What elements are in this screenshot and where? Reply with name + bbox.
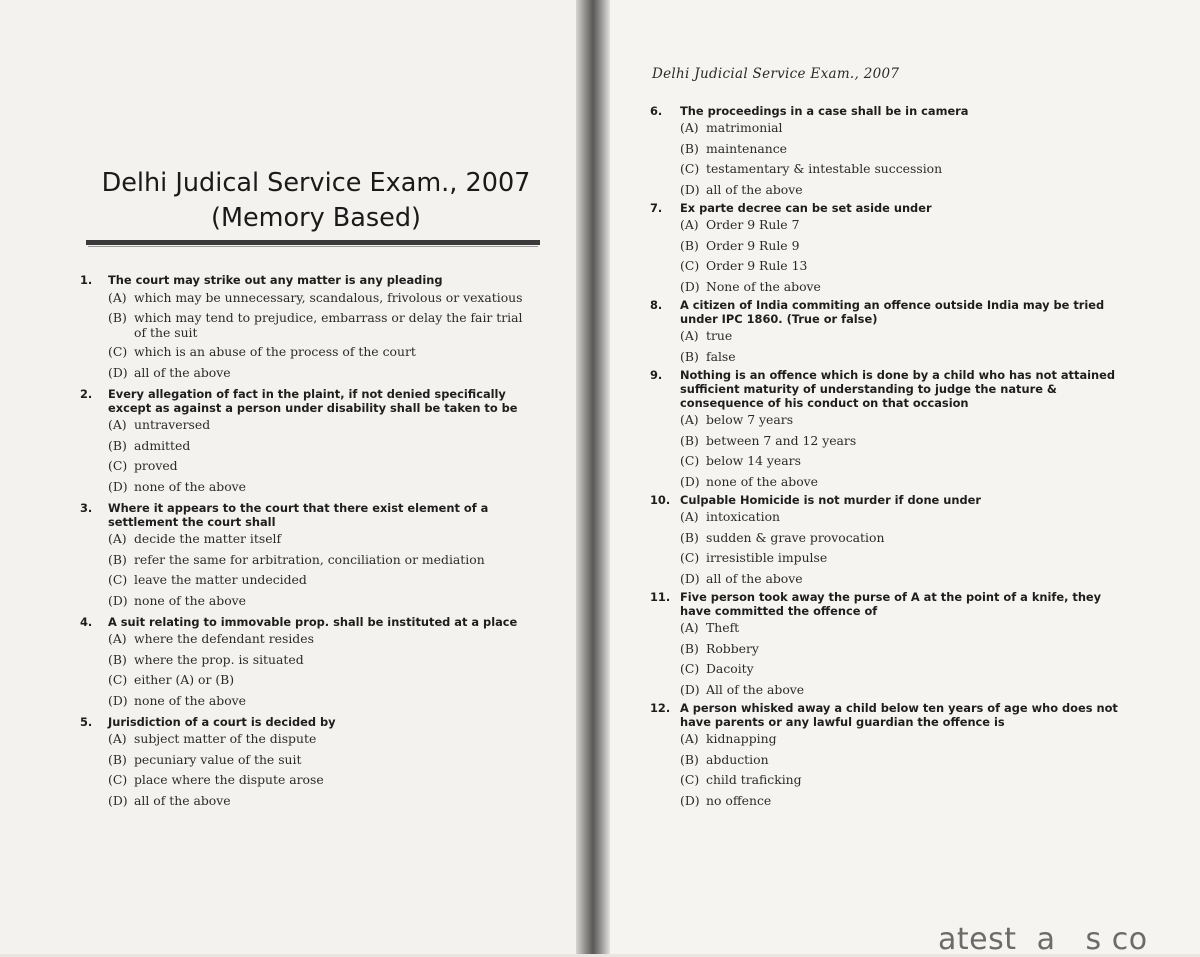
option-label: (D) (108, 364, 128, 380)
question-stem (80, 501, 540, 529)
option-label: (A) (108, 631, 127, 646)
answer-option (108, 436, 540, 457)
question-text: Jurisdiction of a court is decided by (108, 715, 336, 729)
option-label: (D) (680, 473, 700, 489)
option-label: (C) (680, 661, 700, 676)
question-number: 12. (650, 701, 671, 715)
question-stem (650, 493, 1130, 507)
question-number: 5. (80, 715, 93, 729)
question-text: The court may strike out any matter is any pleading (108, 273, 443, 287)
option-text: below 7 years (706, 412, 794, 427)
option-text: irresistible impulse (706, 550, 828, 565)
option-list (108, 529, 540, 611)
option-list (108, 415, 540, 497)
option-text: all of the above (134, 792, 231, 808)
answer-option (108, 770, 540, 791)
question-item (650, 368, 1130, 492)
option-text: maintenance (706, 140, 788, 156)
question-text: Five person took away the purse of A at the point of a knife, they have committed the offence of (680, 590, 1102, 618)
option-text: Order 9 Rule 13 (706, 258, 808, 273)
option-text: where the prop. is situated (134, 651, 304, 667)
answer-option (108, 415, 540, 436)
option-text: between 7 and 12 years (706, 432, 857, 448)
option-text: which may tend to prejudice, embarrass or delay the fair trial of the suit (134, 310, 523, 340)
option-text: none of the above (134, 478, 247, 494)
option-text: proved (134, 458, 178, 473)
option-text: all of the above (706, 181, 803, 197)
option-text: intoxication (706, 509, 781, 524)
option-text: all of the above (134, 364, 231, 380)
option-label: (C) (108, 458, 128, 473)
answer-option (108, 287, 540, 307)
option-text: refer the same for arbitration, conciliation or mediation (134, 551, 485, 567)
option-text: child traficking (706, 772, 802, 787)
question-text: The proceedings in a case shall be in camera (680, 104, 969, 118)
answer-option (680, 750, 1130, 771)
question-number: 10. (650, 493, 671, 507)
question-item (650, 104, 1130, 200)
option-text: sudden & grave provocation (706, 529, 885, 545)
answer-option (108, 691, 540, 712)
answer-option (680, 326, 1130, 347)
answer-option (680, 215, 1130, 236)
answer-option (680, 159, 1130, 180)
option-text: where the defendant resides (134, 631, 314, 646)
question-item (80, 501, 540, 611)
option-list (680, 326, 1130, 367)
option-label: (C) (680, 258, 700, 273)
option-label: (D) (108, 692, 128, 708)
question-number: 3. (80, 501, 93, 515)
answer-option (108, 591, 540, 612)
right-question-column (650, 104, 1130, 811)
option-label: (B) (108, 751, 127, 767)
question-number: 8. (650, 298, 663, 312)
option-text: false (706, 348, 736, 364)
option-label: (A) (108, 731, 127, 746)
title-line-2: (Memory Based) (211, 203, 421, 233)
question-item (650, 201, 1130, 297)
option-text: pecuniary value of the suit (134, 751, 302, 767)
option-label: (D) (108, 478, 128, 494)
question-item (650, 701, 1130, 811)
answer-option (108, 550, 540, 571)
question-item (80, 387, 540, 497)
question-text: A citizen of India commiting an offence outside India may be tried under IPC 1860. (True or false) (680, 298, 1105, 326)
question-stem (80, 273, 540, 287)
answer-option (680, 680, 1130, 701)
option-label: (C) (108, 772, 128, 787)
option-text: Dacoity (706, 661, 754, 676)
option-list (680, 729, 1130, 811)
answer-option (680, 569, 1130, 590)
option-list (680, 618, 1130, 700)
option-text: true (706, 328, 733, 343)
question-text: Culpable Homicide is not murder if done under (680, 493, 981, 507)
answer-option (108, 650, 540, 671)
question-text: Nothing is an offence which is done by a child who has not attained sufficient maturity of understanding to judge the nature & consequence of his conduct on that occasion (680, 368, 1116, 410)
answer-option (108, 750, 540, 771)
answer-option (680, 472, 1130, 493)
option-label: (A) (680, 509, 699, 524)
option-text: admitted (134, 437, 191, 453)
title-rule (86, 240, 540, 245)
option-label: (D) (680, 181, 700, 197)
option-label: (B) (680, 640, 699, 656)
option-label: (A) (680, 412, 699, 427)
question-text: A person whisked away a child below ten years of age who does not have parents or any lawful guardian the offence is (680, 701, 1118, 729)
option-list (680, 118, 1130, 200)
answer-option (108, 729, 540, 750)
question-number: 6. (650, 104, 663, 118)
answer-option (680, 431, 1130, 452)
option-label: (B) (680, 751, 699, 767)
answer-option (680, 729, 1130, 750)
option-text: place where the dispute arose (134, 772, 324, 787)
answer-option (680, 236, 1130, 257)
option-label: (D) (680, 570, 700, 586)
option-label: (B) (680, 529, 699, 545)
option-text: Order 9 Rule 7 (706, 217, 800, 232)
option-label: (C) (108, 344, 128, 359)
option-label: (A) (108, 531, 127, 546)
left-question-column (80, 273, 540, 811)
option-label: (D) (680, 681, 700, 697)
option-label: (C) (680, 453, 700, 468)
question-stem (650, 368, 1130, 410)
option-text: Order 9 Rule 9 (706, 237, 800, 253)
question-item (80, 715, 540, 811)
option-label: (B) (108, 551, 127, 567)
option-text: subject matter of the dispute (134, 731, 317, 746)
option-text: testamentary & intestable succession (706, 161, 943, 176)
answer-option (108, 570, 540, 591)
question-stem (650, 590, 1130, 618)
option-text: none of the above (134, 692, 247, 708)
question-text: Where it appears to the court that there exist element of a settlement the court shall (108, 501, 489, 529)
option-label: (B) (680, 237, 699, 253)
answer-option (680, 659, 1130, 680)
question-stem (650, 298, 1130, 326)
option-text: which is an abuse of the process of the court (134, 344, 416, 359)
option-list (108, 729, 540, 811)
option-label: (C) (108, 572, 128, 587)
option-text: decide the matter itself (134, 531, 282, 546)
option-text: no offence (706, 792, 772, 808)
answer-option (108, 629, 540, 650)
option-text: matrimonial (706, 120, 783, 135)
question-number: 11. (650, 590, 671, 604)
answer-option (680, 639, 1130, 660)
option-label: (C) (108, 672, 128, 687)
option-list (680, 410, 1130, 492)
running-head: Delhi Judicial Service Exam., 2007 (652, 66, 900, 82)
page-title (86, 166, 546, 236)
option-list (680, 507, 1130, 589)
answer-option (108, 456, 540, 477)
question-stem (650, 201, 1130, 215)
answer-option (108, 363, 540, 384)
option-label: (A) (680, 328, 699, 343)
option-text: Robbery (706, 640, 759, 656)
option-list (108, 629, 540, 711)
question-number: 1. (80, 273, 93, 287)
answer-option (680, 507, 1130, 528)
option-text: below 14 years (706, 453, 801, 468)
option-text: none of the above (706, 473, 819, 489)
answer-option (108, 791, 540, 812)
option-label: (A) (680, 120, 699, 135)
option-text: None of the above (706, 278, 821, 294)
option-label: (D) (680, 278, 700, 294)
option-label: (D) (108, 792, 128, 808)
option-label: (A) (108, 417, 127, 432)
question-stem (80, 715, 540, 729)
answer-option (680, 618, 1130, 639)
option-text: untraversed (134, 417, 211, 432)
question-text: Ex parte decree can be set aside under (680, 201, 932, 215)
answer-option (680, 139, 1130, 160)
option-list (108, 287, 540, 383)
option-text: abduction (706, 751, 769, 767)
option-label: (B) (108, 310, 127, 325)
answer-option (680, 256, 1130, 277)
option-label: (A) (680, 620, 699, 635)
answer-option (680, 791, 1130, 812)
option-label: (A) (680, 731, 699, 746)
option-text: leave the matter undecided (134, 572, 307, 587)
option-text: either (A) or (B) (134, 672, 235, 687)
answer-option (680, 118, 1130, 139)
option-text: which may be unnecessary, scandalous, frivolous or vexatious (134, 290, 523, 305)
answer-option (680, 410, 1130, 431)
answer-option (680, 548, 1130, 569)
answer-option (108, 342, 540, 363)
question-stem (80, 615, 540, 629)
answer-option (680, 180, 1130, 201)
question-text: A suit relating to immovable prop. shall be instituted at a place (108, 615, 518, 629)
option-label: (B) (680, 348, 699, 364)
answer-option (680, 347, 1130, 368)
question-item (650, 493, 1130, 589)
option-label: (B) (680, 140, 699, 156)
question-item (80, 273, 540, 383)
option-label: (D) (108, 592, 128, 608)
question-stem (650, 701, 1130, 729)
question-number: 7. (650, 201, 663, 215)
option-text: All of the above (706, 681, 805, 697)
option-label: (C) (680, 550, 700, 565)
option-label: (C) (680, 772, 700, 787)
option-text: none of the above (134, 592, 247, 608)
question-item (650, 298, 1130, 367)
answer-option (108, 477, 540, 498)
option-list (680, 215, 1130, 297)
answer-option (680, 451, 1130, 472)
question-number: 2. (80, 387, 93, 401)
option-label: (C) (680, 161, 700, 176)
question-number: 4. (80, 615, 93, 629)
option-text: Theft (706, 620, 740, 635)
answer-option (108, 670, 540, 691)
question-text: Every allegation of fact in the plaint, if not denied specifically except as against a person under disability shall be taken to be (108, 387, 518, 415)
title-line-1: Delhi Judical Service Exam., 2007 (101, 168, 531, 198)
question-item (650, 590, 1130, 700)
question-item (80, 615, 540, 711)
book-gutter (576, 0, 610, 954)
question-stem (80, 387, 540, 415)
option-label: (B) (680, 432, 699, 448)
option-text: all of the above (706, 570, 803, 586)
option-text: kidnapping (706, 731, 777, 746)
question-stem (650, 104, 1130, 118)
watermark: atest a s co (938, 922, 1148, 957)
option-label: (A) (680, 217, 699, 232)
answer-option (108, 529, 540, 550)
answer-option (680, 277, 1130, 298)
question-number: 9. (650, 368, 663, 382)
option-label: (B) (108, 651, 127, 667)
answer-option (680, 770, 1130, 791)
option-label: (A) (108, 290, 127, 305)
option-label: (B) (108, 437, 127, 453)
answer-option (108, 307, 540, 342)
option-label: (D) (680, 792, 700, 808)
answer-option (680, 528, 1130, 549)
